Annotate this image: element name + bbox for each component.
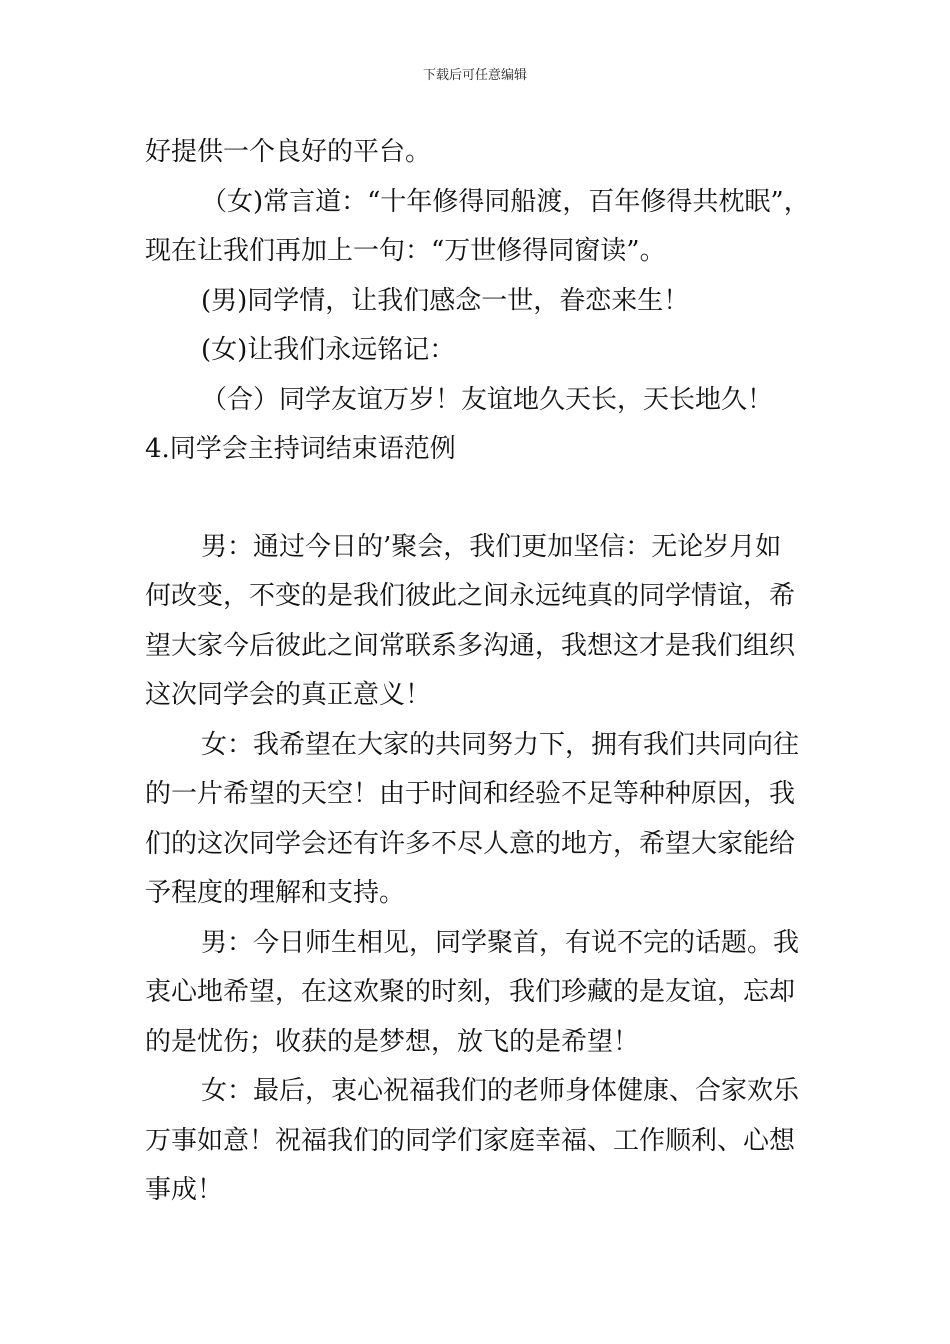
- text-line: （女)常言道：“十年修得同船渡，百年修得共枕眠”，: [201, 186, 810, 217]
- text-line: 万事如意！祝福我们的同学们家庭幸福、工作顺利、心想: [145, 1125, 796, 1156]
- text-line: （合）同学友谊万岁！友谊地久天长，天长地久！: [201, 384, 774, 415]
- text-line: 望大家今后彼此之间常联系多沟通，我想这才是我们组织: [145, 630, 796, 661]
- text-block-before: [145, 128, 825, 475]
- text-line: 好提供一个良好的平台。: [145, 137, 432, 167]
- text-line: (女)让我们永远铭记：: [201, 335, 456, 365]
- document-body: [145, 128, 825, 1216]
- text-line: 男：通过今日的’聚会，我们更加坚信：无论岁月如: [201, 531, 782, 562]
- text-line: 们的这次同学会还有许多不尽人意的地方，希望大家能给: [145, 828, 796, 859]
- text-line: 予程度的理解和支持。: [145, 878, 406, 908]
- text-line: 女：我希望在大家的共同努力下，拥有我们共同向往: [201, 729, 800, 760]
- text-line: (男)同学情，让我们感念一世，眷恋来生！: [201, 285, 690, 316]
- text-line: 的一片希望的天空！由于时间和经验不足等种种原因，我: [145, 779, 796, 809]
- text-block-after: [145, 523, 825, 1216]
- text-line: 女：最后，衷心祝福我们的老师身体健康、合家欢乐: [201, 1076, 800, 1106]
- text-line: 现在让我们再加上一句：“万世修得同窗读”。: [145, 236, 666, 266]
- text-line: 何改变，不变的是我们彼此之间永远纯真的同学情谊，希: [145, 581, 796, 611]
- text-line: 这次同学会的真正意义！: [145, 680, 432, 710]
- text-line: 的是忧伤；收获的是梦想，放飞的是希望！: [145, 1026, 640, 1057]
- text-line: 4.同学会主持词结束语范例: [145, 434, 456, 464]
- paragraph-gap: [145, 475, 825, 523]
- text-line: 事成！: [145, 1175, 224, 1205]
- page-header: 下载后可任意编辑: [422, 68, 527, 83]
- text-line: 男：今日师生相见，同学聚首，有说不完的话题。我: [201, 927, 800, 958]
- text-line: 衷心地希望，在这欢聚的时刻，我们珍藏的是友谊，忘却: [145, 977, 796, 1007]
